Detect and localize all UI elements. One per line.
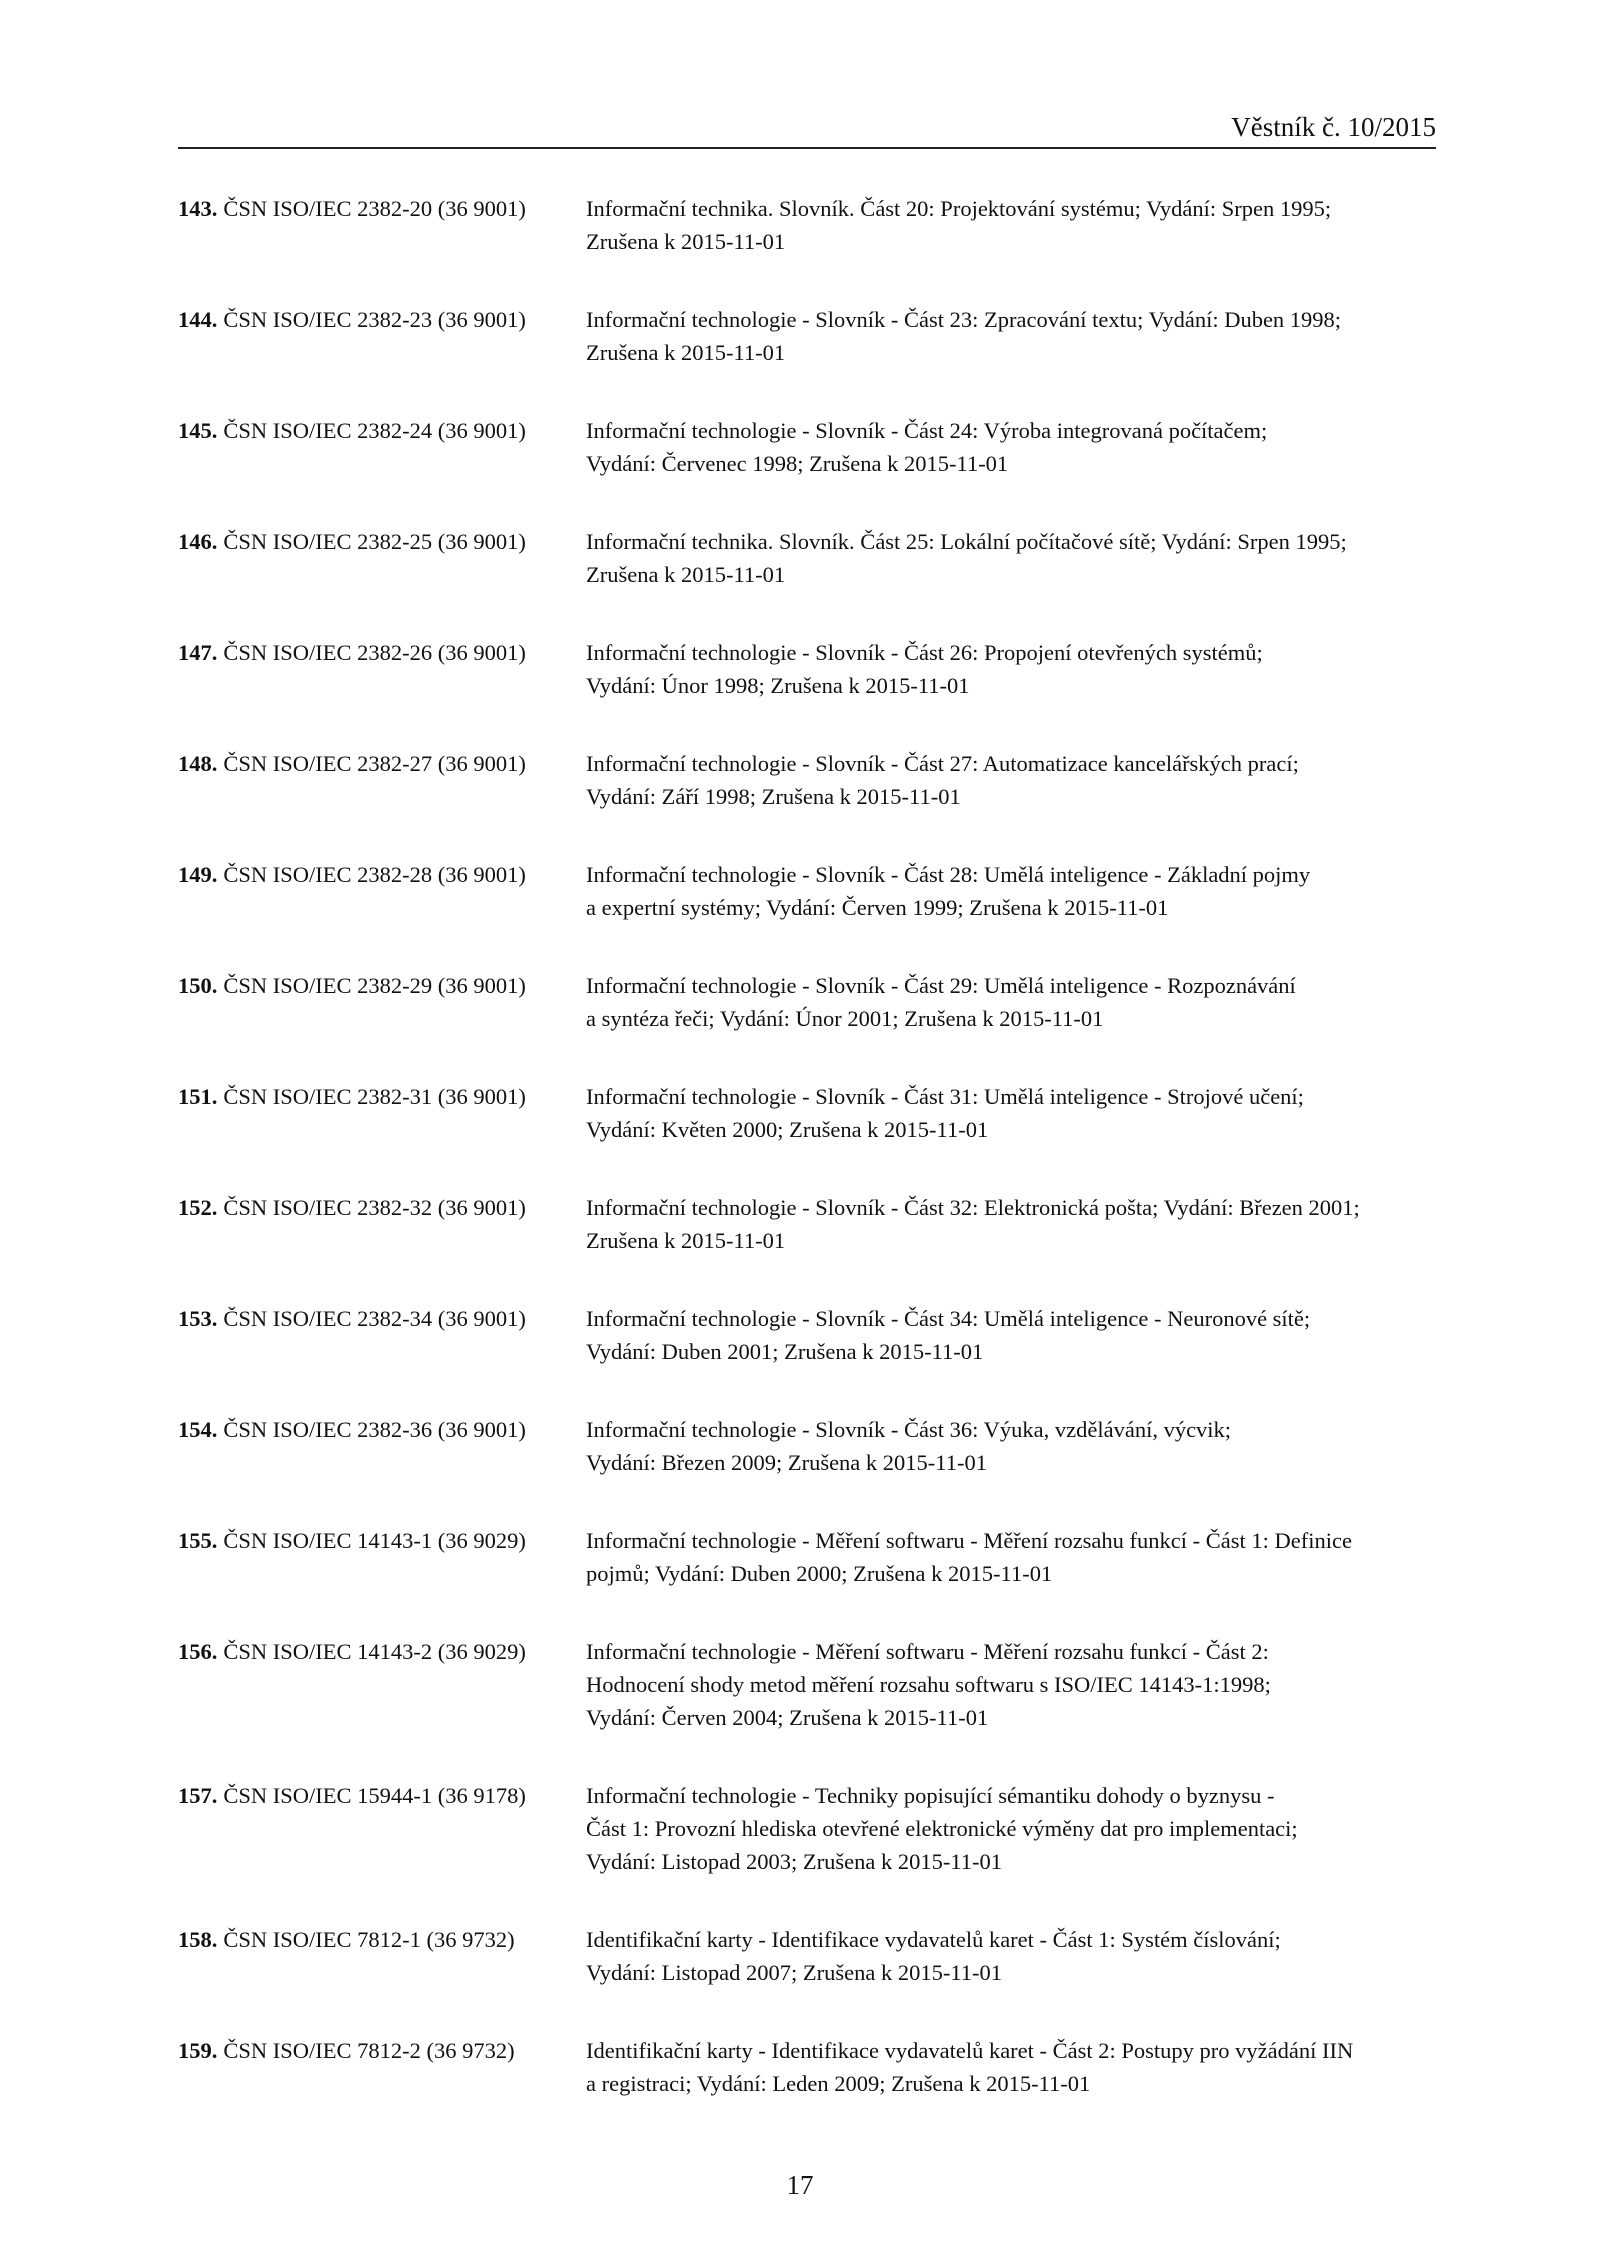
list-item	[178, 1413, 1438, 1479]
standard-designation	[178, 1302, 586, 1368]
standard-designation	[178, 1524, 586, 1590]
standard-code: ČSN ISO/IEC 2382-27 (36 9001)	[223, 751, 526, 776]
item-number: 154.	[178, 1417, 218, 1442]
standard-description: Informační technologie - Slovník - Část 34: Umělá inteligence - Neuronové sítě; Vydání: Duben 2001; Zrušena k 2015-11-01	[586, 1306, 1311, 1364]
standard-code: ČSN ISO/IEC 2382-32 (36 9001)	[223, 1195, 526, 1220]
standard-code: ČSN ISO/IEC 2382-26 (36 9001)	[223, 640, 526, 665]
standard-code: ČSN ISO/IEC 2382-34 (36 9001)	[223, 1306, 526, 1331]
list-item	[178, 636, 1438, 702]
standard-description: Identifikační karty - Identifikace vydavatelů karet - Část 2: Postupy pro vyžádání IIN a registraci; Vydání: Leden 2009; Zrušena k 2015-11-01	[586, 2038, 1354, 2096]
standard-designation	[178, 1191, 586, 1257]
standard-designation	[178, 303, 586, 369]
list-item	[178, 747, 1438, 813]
standard-designation	[178, 1923, 586, 1989]
standard-description: Informační technologie - Slovník - Část 26: Propojení otevřených systémů; Vydání: Únor 1998; Zrušena k 2015-11-01	[586, 640, 1263, 698]
standard-code: ČSN ISO/IEC 7812-2 (36 9732)	[223, 2038, 515, 2063]
list-item	[178, 969, 1438, 1035]
standard-description: Informační technologie - Techniky popisující sémantiku dohody o byznysu - Část 1: Provozní hlediska otevřené elektronické výměny dat pro implementaci; Vydání: Listopad 2003; Zrušena k 2015-11-01	[586, 1783, 1298, 1874]
list-item	[178, 414, 1438, 480]
standard-description: Informační technologie - Slovník - Část 24: Výroba integrovaná počítačem; Vydání: Červenec 1998; Zrušena k 2015-11-01	[586, 418, 1268, 476]
item-number: 153.	[178, 1306, 218, 1331]
standard-code: ČSN ISO/IEC 7812-1 (36 9732)	[223, 1927, 515, 1952]
standard-code: ČSN ISO/IEC 2382-23 (36 9001)	[223, 307, 526, 332]
item-number: 149.	[178, 862, 218, 887]
standard-description: Informační technologie - Slovník - Část 32: Elektronická pošta; Vydání: Březen 2001; Zrušena k 2015-11-01	[586, 1195, 1360, 1253]
standard-designation	[178, 858, 586, 924]
standard-designation	[178, 636, 586, 702]
item-number: 156.	[178, 1639, 218, 1664]
item-number: 152.	[178, 1195, 218, 1220]
standard-description: Informační technologie - Slovník - Část 36: Výuka, vzdělávání, výcvik; Vydání: Březen 2009; Zrušena k 2015-11-01	[586, 1417, 1232, 1475]
standard-designation	[178, 747, 586, 813]
standard-code: ČSN ISO/IEC 2382-28 (36 9001)	[223, 862, 526, 887]
standard-description: Informační technika. Slovník. Část 25: Lokální počítačové sítě; Vydání: Srpen 1995; Zrušena k 2015-11-01	[586, 529, 1347, 587]
item-number: 151.	[178, 1084, 218, 1109]
list-item	[178, 1923, 1438, 1989]
standard-designation	[178, 969, 586, 1035]
standard-description: Informační technologie - Slovník - Část 27: Automatizace kancelářských prací; Vydání: Září 1998; Zrušena k 2015-11-01	[586, 751, 1299, 809]
standard-code: ČSN ISO/IEC 2382-31 (36 9001)	[223, 1084, 526, 1109]
item-number: 157.	[178, 1783, 218, 1808]
list-item	[178, 1080, 1438, 1146]
list-item	[178, 1779, 1438, 1878]
list-item	[178, 1191, 1438, 1257]
standard-code: ČSN ISO/IEC 2382-24 (36 9001)	[223, 418, 526, 443]
standard-designation	[178, 2034, 586, 2100]
item-number: 146.	[178, 529, 218, 554]
standard-description: Informační technologie - Slovník - Část 29: Umělá inteligence - Rozpoznávání a syntéza řeči; Vydání: Únor 2001; Zrušena k 2015-11-01	[586, 973, 1296, 1031]
standard-designation	[178, 192, 586, 258]
item-number: 158.	[178, 1927, 218, 1952]
item-number: 159.	[178, 2038, 218, 2063]
list-item	[178, 858, 1438, 924]
bulletin-title: Věstník č. 10/2015	[1231, 112, 1436, 142]
standard-code: ČSN ISO/IEC 14143-1 (36 9029)	[223, 1528, 526, 1553]
standard-designation	[178, 1080, 586, 1146]
standard-code: ČSN ISO/IEC 14143-2 (36 9029)	[223, 1639, 526, 1664]
standard-description: Informační technologie - Měření softwaru - Měření rozsahu funkcí - Část 1: Definice pojmů; Vydání: Duben 2000; Zrušena k 2015-11-01	[586, 1528, 1352, 1586]
item-number: 148.	[178, 751, 218, 776]
item-number: 147.	[178, 640, 218, 665]
standard-code: ČSN ISO/IEC 2382-29 (36 9001)	[223, 973, 526, 998]
list-item	[178, 1635, 1438, 1734]
list-item	[178, 525, 1438, 591]
standard-code: ČSN ISO/IEC 15944-1 (36 9178)	[223, 1783, 526, 1808]
page-number: 17	[786, 2170, 814, 2200]
standard-designation	[178, 1413, 586, 1479]
item-number: 155.	[178, 1528, 218, 1553]
standard-designation	[178, 414, 586, 480]
page-header	[178, 112, 1436, 149]
standard-description: Informační technologie - Slovník - Část 31: Umělá inteligence - Strojové učení; Vydání: Květen 2000; Zrušena k 2015-11-01	[586, 1084, 1304, 1142]
list-item	[178, 1302, 1438, 1368]
list-item	[178, 303, 1438, 369]
standard-code: ČSN ISO/IEC 2382-20 (36 9001)	[223, 196, 526, 221]
standards-list	[178, 192, 1438, 2145]
standard-description: Informační technologie - Slovník - Část 23: Zpracování textu; Vydání: Duben 1998; Zrušena k 2015-11-01	[586, 307, 1342, 365]
standard-description: Informační technologie - Měření softwaru - Měření rozsahu funkcí - Část 2: Hodnocení shody metod měření rozsahu softwaru s ISO/IEC 14143-1:1998; Vydání: Červen 2004; Zrušena k 2015-11-01	[586, 1639, 1271, 1730]
list-item	[178, 1524, 1438, 1590]
list-item	[178, 192, 1438, 258]
standard-description: Informační technika. Slovník. Část 20: Projektování systému; Vydání: Srpen 1995; Zrušena k 2015-11-01	[586, 196, 1332, 254]
item-number: 150.	[178, 973, 218, 998]
standard-designation	[178, 525, 586, 591]
item-number: 144.	[178, 307, 218, 332]
list-item	[178, 2034, 1438, 2100]
standard-designation	[178, 1779, 586, 1878]
item-number: 143.	[178, 196, 218, 221]
standard-description: Informační technologie - Slovník - Část 28: Umělá inteligence - Základní pojmy a expertní systémy; Vydání: Červen 1999; Zrušena k 2015-11-01	[586, 862, 1311, 920]
standard-code: ČSN ISO/IEC 2382-25 (36 9001)	[223, 529, 526, 554]
standard-designation	[178, 1635, 586, 1734]
item-number: 145.	[178, 418, 218, 443]
standard-description: Identifikační karty - Identifikace vydavatelů karet - Část 1: Systém číslování; Vydání: Listopad 2007; Zrušena k 2015-11-01	[586, 1927, 1281, 1985]
standard-code: ČSN ISO/IEC 2382-36 (36 9001)	[223, 1417, 526, 1442]
